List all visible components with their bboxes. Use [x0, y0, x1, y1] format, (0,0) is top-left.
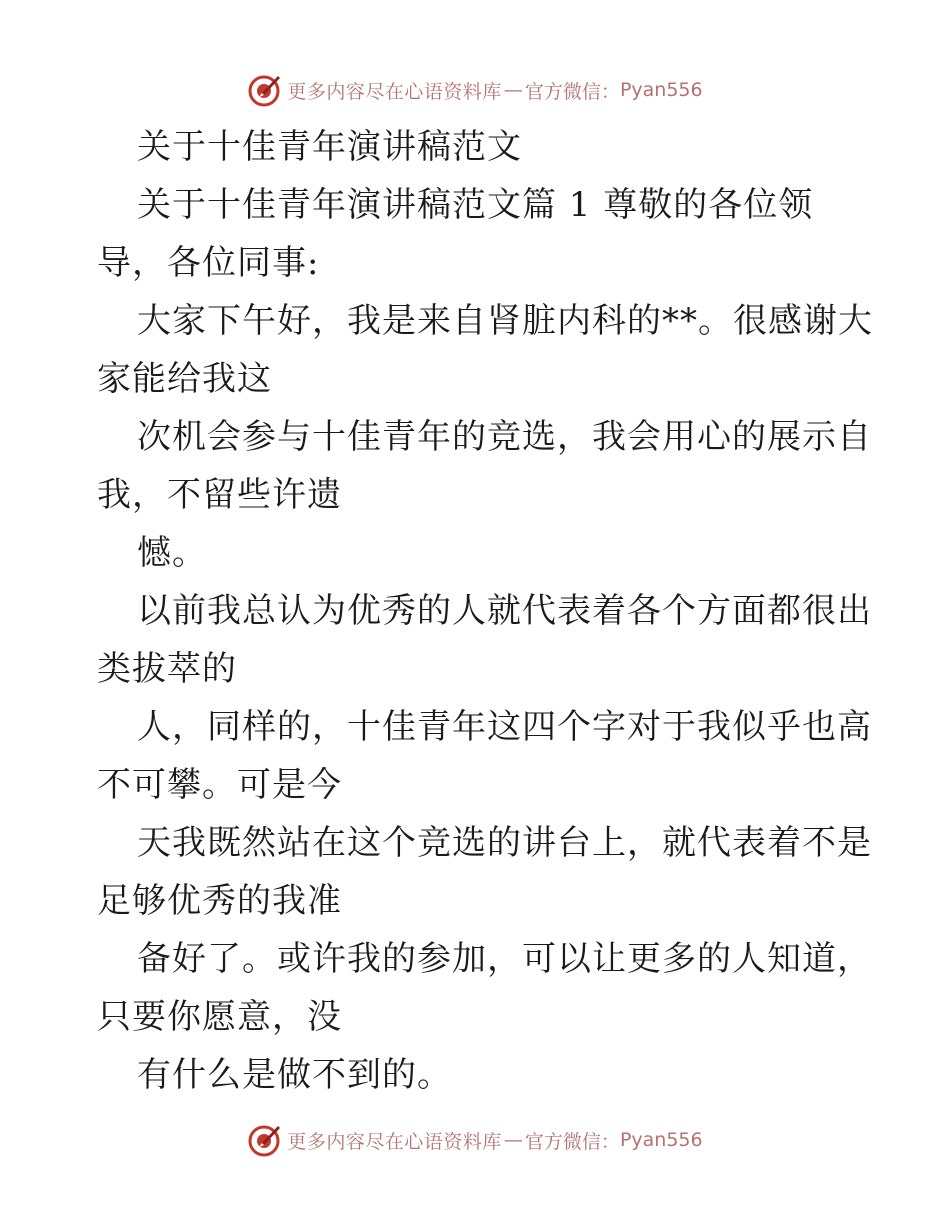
quill-logo-icon [247, 72, 283, 108]
paragraph-line: 大家下午好，我是来自肾脏内科的**。很感谢大 [137, 301, 873, 341]
paragraph-line: 以前我总认为优秀的人就代表着各个方面都很出 [137, 591, 872, 631]
footer-banner-dash: — [503, 1129, 523, 1151]
paragraph-line: 足够优秀的我准 [97, 881, 342, 921]
footer-banner-text: 更多内容尽在心语资料库 [287, 1130, 502, 1153]
paragraph-line: 类拔萃的 [97, 649, 237, 689]
header-watermark-banner [0, 70, 950, 110]
paragraph-line: 关于十佳青年演讲稿范文篇 1 尊敬的各位领 [137, 185, 814, 225]
footer-banner-label: 官方微信： [524, 1130, 620, 1153]
document-title: 关于十佳青年演讲稿范文 [137, 127, 522, 167]
header-banner-dash: — [503, 79, 523, 101]
paragraph-line: 我，不留些许遗 [97, 475, 342, 515]
paragraph-line: 有什么是做不到的。 [137, 1055, 452, 1095]
header-banner-text: 更多内容尽在心语资料库 [287, 80, 502, 103]
document-body [97, 118, 873, 1104]
header-banner-handle: Pyan556 [619, 79, 703, 101]
paragraph-line: 憾。 [137, 533, 207, 573]
footer-watermark-banner [0, 1120, 950, 1160]
paragraph-line: 备好了。或许我的参加，可以让更多的人知道， [137, 939, 872, 979]
quill-logo-icon [247, 1122, 283, 1158]
header-banner-label: 官方微信： [524, 80, 620, 103]
paragraph-line: 天我既然站在这个竞选的讲台上，就代表着不是 [137, 823, 872, 863]
paragraph-line: 导，各位同事: [97, 243, 320, 283]
paragraph-line: 只要你愿意，没 [97, 997, 342, 1037]
paragraph-line: 不可攀。可是今 [97, 765, 342, 805]
paragraph-line: 人，同样的，十佳青年这四个字对于我似乎也高 [137, 707, 872, 747]
paragraph-line: 家能给我这 [97, 359, 272, 399]
footer-banner-handle: Pyan556 [619, 1129, 703, 1151]
paragraph-line: 次机会参与十佳青年的竞选，我会用心的展示自 [137, 417, 872, 457]
